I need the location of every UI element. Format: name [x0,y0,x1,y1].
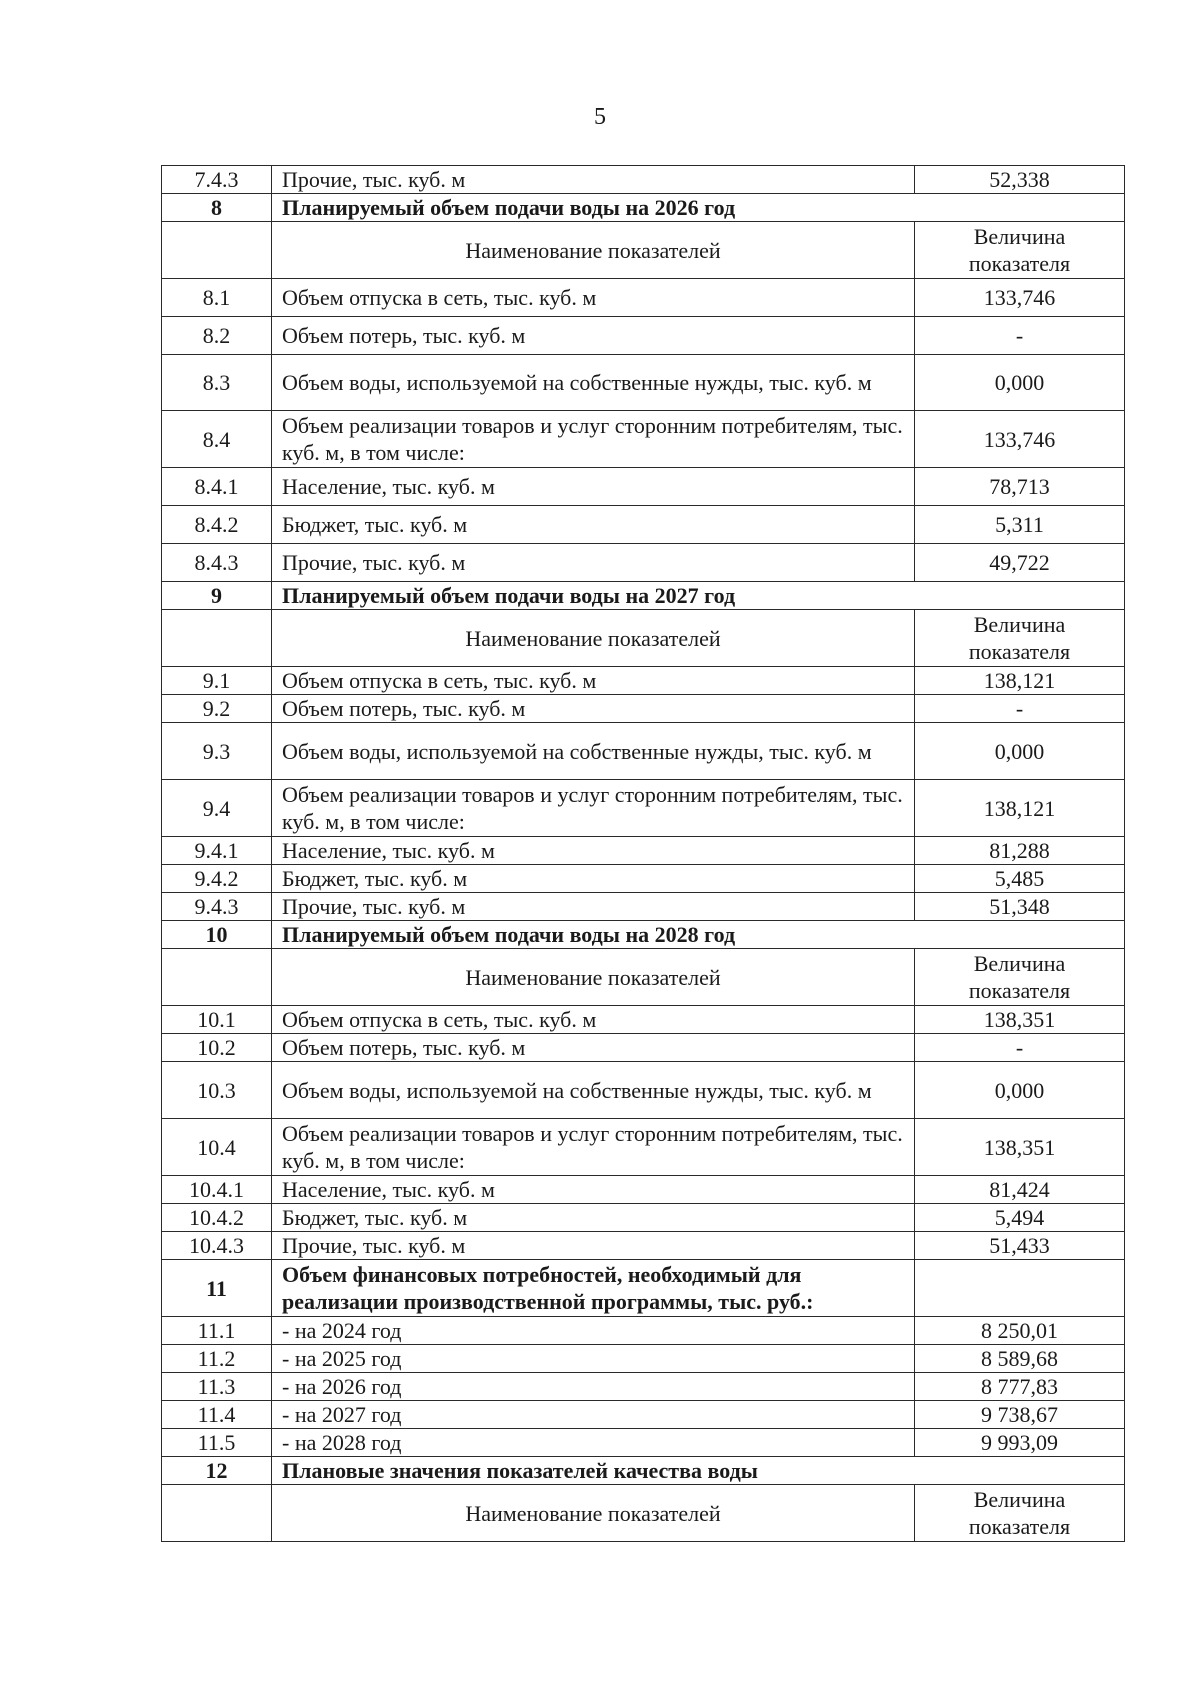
indicator-name: Объем реализации товаров и услуг сторонним потребителям, тыс. куб. м, в том числе: [272,411,915,468]
indicator-name: Прочие, тыс. куб. м [272,544,915,582]
indicator-name: - на 2025 год [272,1345,915,1373]
header-number-cell [162,949,272,1006]
indicator-value: 0,000 [915,723,1125,780]
indicator-number: 10.4.1 [162,1176,272,1204]
indicator-number: 11.2 [162,1345,272,1373]
indicator-number: 9.4.1 [162,837,272,865]
indicator-name: Бюджет, тыс. куб. м [272,506,915,544]
indicator-name: Объем отпуска в сеть, тыс. куб. м [272,667,915,695]
table-row [162,166,1125,194]
indicator-name: Объем потерь, тыс. куб. м [272,317,915,355]
indicator-number: 10.1 [162,1006,272,1034]
indicator-number: 11.3 [162,1373,272,1401]
indicator-value: 9 993,09 [915,1429,1125,1457]
section-row [162,921,1125,949]
indicator-number: 9.3 [162,723,272,780]
section-title: Объем финансовых потребностей, необходимый для реализации производственной программы, тыс. руб.: [272,1260,915,1317]
indicator-value: 5,485 [915,865,1125,893]
section-title: Планируемый объем подачи воды на 2028 год [272,921,1125,949]
table-row [162,865,1125,893]
indicator-name: - на 2026 год [272,1373,915,1401]
indicator-value: 138,351 [915,1006,1125,1034]
table-row [162,1373,1125,1401]
column-header-value: Величина показателя [915,949,1125,1006]
indicator-number: 11.4 [162,1401,272,1429]
indicator-value: 0,000 [915,355,1125,411]
indicator-value: - [915,317,1125,355]
section-row [162,194,1125,222]
indicator-number: 10.4.2 [162,1204,272,1232]
indicator-name: Объем воды, используемой на собственные нужды, тыс. куб. м [272,355,915,411]
table-header-row [162,222,1125,279]
table-row [162,1176,1125,1204]
section-title: Планируемый объем подачи воды на 2026 год [272,194,1125,222]
table-row [162,1345,1125,1373]
program-indicators-table [161,165,1125,1542]
table-header-row [162,949,1125,1006]
section-row [162,582,1125,610]
indicator-value: 133,746 [915,279,1125,317]
column-header-name: Наименование показателей [272,949,915,1006]
indicator-name: - на 2028 год [272,1429,915,1457]
indicator-name: Объем потерь, тыс. куб. м [272,695,915,723]
header-number-cell [162,222,272,279]
indicator-value: 138,121 [915,667,1125,695]
indicator-number: 9.2 [162,695,272,723]
indicator-name: Бюджет, тыс. куб. м [272,1204,915,1232]
indicator-name: Население, тыс. куб. м [272,468,915,506]
indicator-name: Прочие, тыс. куб. м [272,166,915,194]
column-header-value: Величина показателя [915,610,1125,667]
column-header-name: Наименование показателей [272,1485,915,1542]
section-title: Планируемый объем подачи воды на 2027 год [272,582,1125,610]
section-row [162,1260,1125,1317]
section-number: 9 [162,582,272,610]
table-row [162,317,1125,355]
indicator-value: 81,288 [915,837,1125,865]
table-row [162,1119,1125,1176]
table-row [162,667,1125,695]
indicator-number: 9.4.2 [162,865,272,893]
indicator-name: Объем реализации товаров и услуг сторонним потребителям, тыс. куб. м, в том числе: [272,780,915,837]
table-row [162,1401,1125,1429]
indicator-value: - [915,1034,1125,1062]
column-header-value: Величина показателя [915,1485,1125,1542]
indicator-value: 51,433 [915,1232,1125,1260]
indicator-number: 8.3 [162,355,272,411]
table-row [162,1006,1125,1034]
table-row [162,468,1125,506]
indicator-name: Прочие, тыс. куб. м [272,1232,915,1260]
indicator-value: 0,000 [915,1062,1125,1119]
table-row [162,544,1125,582]
indicator-value: 8 250,01 [915,1317,1125,1345]
indicator-name: Объем воды, используемой на собственные нужды, тыс. куб. м [272,1062,915,1119]
indicator-value: 133,746 [915,411,1125,468]
table-row [162,893,1125,921]
indicator-value: 49,722 [915,544,1125,582]
indicator-number: 10.4.3 [162,1232,272,1260]
indicator-value: 51,348 [915,893,1125,921]
indicator-value: 81,424 [915,1176,1125,1204]
column-header-value: Величина показателя [915,222,1125,279]
indicator-value [915,1260,1125,1317]
indicator-number: 9.4 [162,780,272,837]
indicator-value: 138,351 [915,1119,1125,1176]
indicator-value: 8 777,83 [915,1373,1125,1401]
indicator-number: 8.4 [162,411,272,468]
table-row [162,780,1125,837]
table-header-row [162,1485,1125,1542]
table-row [162,1204,1125,1232]
indicator-number: 11.1 [162,1317,272,1345]
section-number: 10 [162,921,272,949]
indicator-number: 8.2 [162,317,272,355]
indicator-name: Объем отпуска в сеть, тыс. куб. м [272,279,915,317]
indicator-name: Объем реализации товаров и услуг сторонним потребителям, тыс. куб. м, в том числе: [272,1119,915,1176]
page-number: 5 [594,104,606,130]
section-title: Плановые значения показателей качества воды [272,1457,1125,1485]
indicator-name: Прочие, тыс. куб. м [272,893,915,921]
table-row [162,1429,1125,1457]
header-number-cell [162,1485,272,1542]
indicator-value: 8 589,68 [915,1345,1125,1373]
section-number: 8 [162,194,272,222]
indicator-value: - [915,695,1125,723]
header-number-cell [162,610,272,667]
table-row [162,506,1125,544]
table-header-row [162,610,1125,667]
table-row [162,1034,1125,1062]
table-row [162,1062,1125,1119]
indicator-value: 5,494 [915,1204,1125,1232]
table-row [162,355,1125,411]
indicator-name: Объем отпуска в сеть, тыс. куб. м [272,1006,915,1034]
table-row [162,1232,1125,1260]
indicator-number: 8.4.1 [162,468,272,506]
table-row [162,695,1125,723]
indicator-number: 10.3 [162,1062,272,1119]
indicator-name: - на 2024 год [272,1317,915,1345]
indicator-name: Объем потерь, тыс. куб. м [272,1034,915,1062]
table-row [162,837,1125,865]
section-number: 11 [162,1260,272,1317]
indicator-number: 8.4.2 [162,506,272,544]
indicator-number: 7.4.3 [162,166,272,194]
indicator-name: Бюджет, тыс. куб. м [272,865,915,893]
table-row [162,1317,1125,1345]
indicator-value: 5,311 [915,506,1125,544]
indicator-name: Население, тыс. куб. м [272,837,915,865]
column-header-name: Наименование показателей [272,610,915,667]
indicator-name: - на 2027 год [272,1401,915,1429]
indicator-value: 138,121 [915,780,1125,837]
table-row [162,723,1125,780]
indicator-value: 52,338 [915,166,1125,194]
table-row [162,279,1125,317]
indicator-value: 9 738,67 [915,1401,1125,1429]
indicator-number: 8.4.3 [162,544,272,582]
indicator-number: 10.2 [162,1034,272,1062]
column-header-name: Наименование показателей [272,222,915,279]
section-number: 12 [162,1457,272,1485]
indicator-number: 10.4 [162,1119,272,1176]
indicator-number: 11.5 [162,1429,272,1457]
indicator-name: Население, тыс. куб. м [272,1176,915,1204]
indicator-name: Объем воды, используемой на собственные нужды, тыс. куб. м [272,723,915,780]
table-row [162,411,1125,468]
indicator-number: 9.4.3 [162,893,272,921]
indicator-value: 78,713 [915,468,1125,506]
table-body [162,166,1125,1542]
section-row [162,1457,1125,1485]
indicator-number: 8.1 [162,279,272,317]
indicator-number: 9.1 [162,667,272,695]
